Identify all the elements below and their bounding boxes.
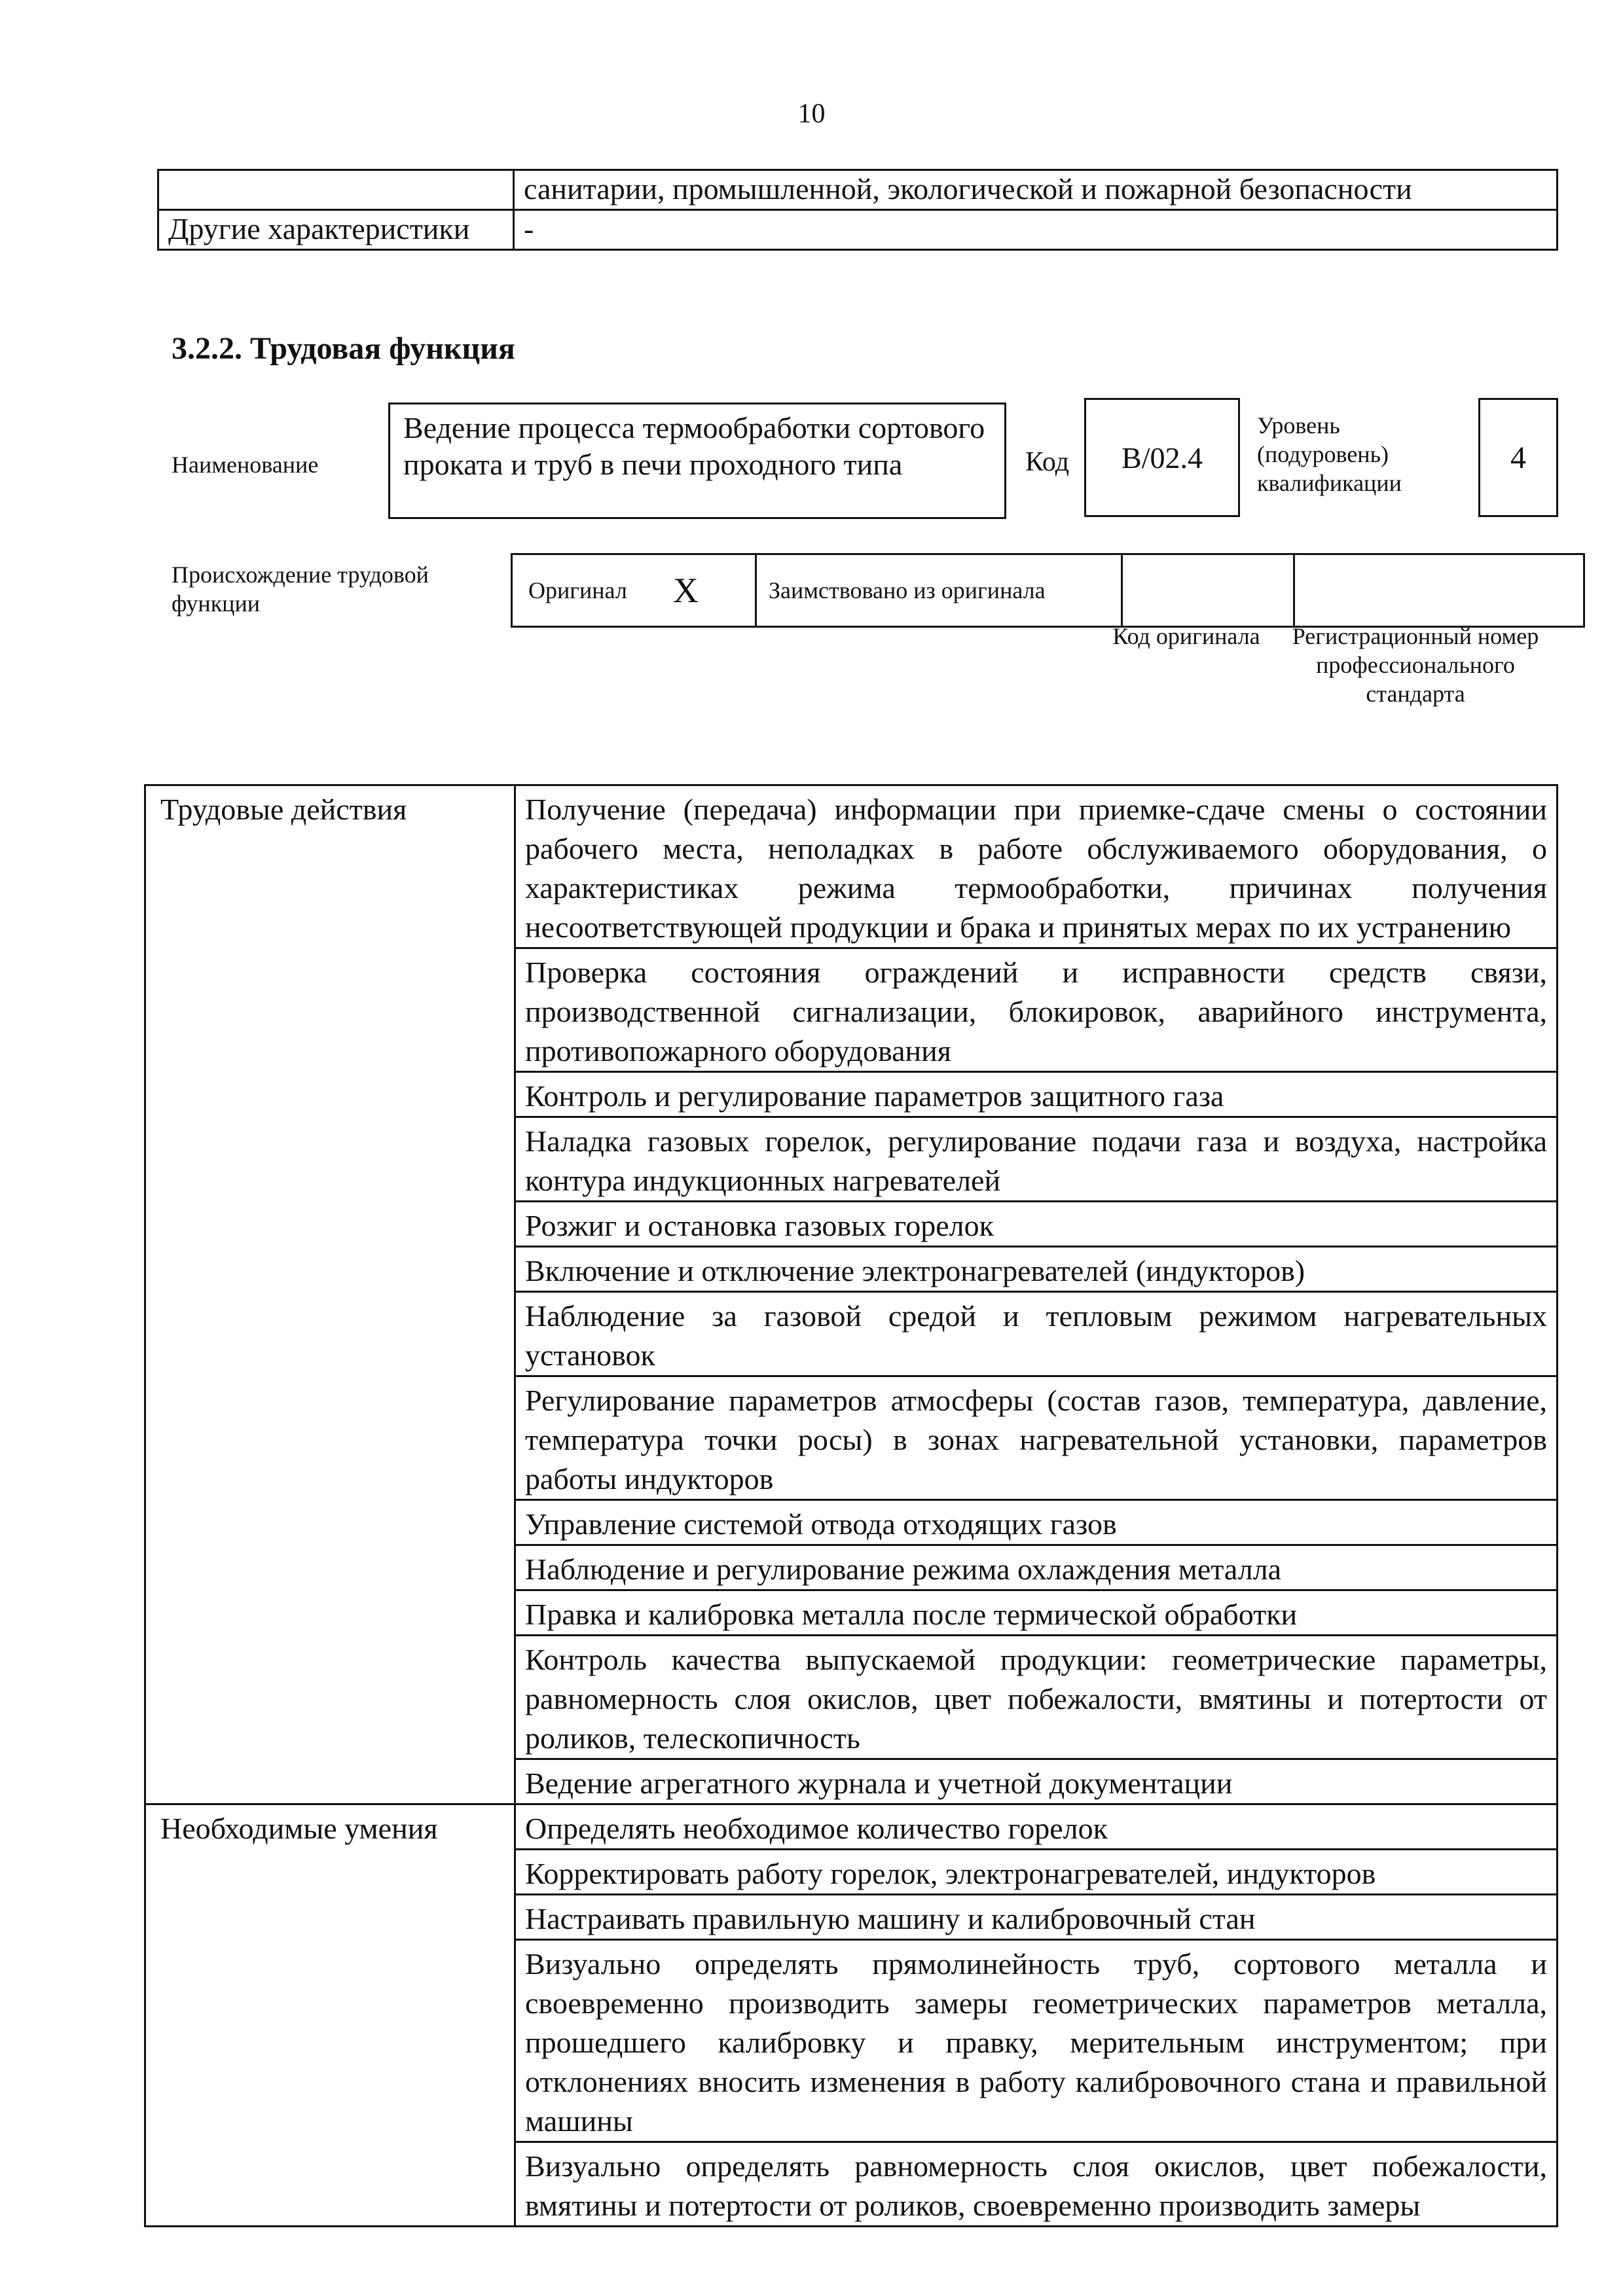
code-label: Код — [1025, 447, 1070, 477]
origin-table — [511, 553, 1585, 628]
table-row — [145, 1804, 1558, 1850]
continuation-table — [157, 169, 1558, 251]
function-name-box: Ведение процесса термообработки сортового проката и труб в печи проходного типа — [388, 403, 1006, 519]
name-label: Наименование — [172, 452, 319, 478]
description-cell: Получение (передача) информации при приемке-сдаче смены о состоянии рабочего места, неполадках в работе обслуживаемого оборудования, о характеристиках режима термообработки, причинах получения несоответствующей продукции и брака и принятых мерах по их устранению — [515, 785, 1558, 948]
origin-label: Происхождение трудовой функции — [172, 562, 429, 617]
table-cell-value: - — [514, 210, 1558, 250]
description-cell: Настраивать правильную машину и калибровочный стан — [515, 1895, 1558, 1940]
original-mark: X — [672, 571, 699, 610]
description-cell: Корректировать работу горелок, электронагревателей, индукторов — [515, 1850, 1558, 1895]
section-title: 3.2.2. Трудовая функция — [172, 331, 515, 366]
description-cell: Наладка газовых горелок, регулирование подачи газа и воздуха, настройка контура индукционных нагревателей — [515, 1117, 1558, 1202]
original-label: Оригинал — [528, 577, 627, 603]
registration-number-caption: Регистрационный номер профессионального стандарта — [1292, 623, 1539, 707]
category-cell: Необходимые умения — [145, 1804, 515, 2227]
table-cell-label: Другие характеристики — [158, 210, 514, 250]
category-cell: Трудовые действия — [145, 785, 515, 1804]
description-cell: Наблюдение за газовой средой и тепловым режимом нагревательных установок — [515, 1292, 1558, 1376]
table-row — [158, 170, 1558, 210]
table-row — [145, 785, 1558, 948]
description-cell: Ведение агрегатного журнала и учетной документации — [515, 1759, 1558, 1804]
borrowed-label: Заимствовано из оригинала — [756, 554, 1122, 627]
table-cell-label — [158, 170, 514, 210]
page-number: 10 — [797, 99, 826, 129]
table-row — [158, 210, 1558, 250]
original-cell — [512, 554, 756, 627]
table-row — [512, 554, 1584, 627]
code-original-caption: Код оригинала — [1112, 623, 1260, 649]
description-cell: Включение и отключение электронагревателей (индукторов) — [515, 1247, 1558, 1292]
description-cell: Проверка состояния ограждений и исправности средств связи, производственной сигнализации, блокировок, аварийного инструмента, противопожарного оборудования — [515, 948, 1558, 1072]
description-cell: Розжиг и остановка газовых горелок — [515, 1202, 1558, 1247]
description-cell: Управление системой отвода отходящих газов — [515, 1500, 1558, 1545]
level-label: Уровень (подуровень) квалификации — [1257, 412, 1402, 496]
original-code-cell — [1122, 554, 1294, 627]
function-details-table — [144, 784, 1558, 2227]
description-cell: Контроль и регулирование параметров защитного газа — [515, 1072, 1558, 1117]
description-cell: Правка и калибровка металла после термической обработки — [515, 1590, 1558, 1636]
registration-number-cell — [1294, 554, 1584, 627]
table-cell-value: санитарии, промышленной, экологической и пожарной безопасности — [514, 170, 1558, 210]
description-cell: Визуально определять равномерность слоя окислов, цвет побежалости, вмятины и потертости от роликов, своевременно производить замеры — [515, 2142, 1558, 2227]
code-value-box: B/02.4 — [1084, 398, 1240, 517]
description-cell: Визуально определять прямолинейность труб, сортового металла и своевременно производить замеры геометрических параметров металла, прошедшего калибровку и правку, мерительным инструментом; при отклонениях вносить изменения в работу калибровочного стана и правильной машины — [515, 1940, 1558, 2142]
description-cell: Регулирование параметров атмосферы (состав газов, температура, давление, температура точки росы) в зонах нагревательной установки, параметров работы индукторов — [515, 1376, 1558, 1500]
description-cell: Определять необходимое количество горелок — [515, 1804, 1558, 1850]
description-cell: Контроль качества выпускаемой продукции: геометрические параметры, равномерность слоя окислов, цвет побежалости, вмятины и потертости от роликов, телескопичность — [515, 1636, 1558, 1759]
description-cell: Наблюдение и регулирование режима охлаждения металла — [515, 1545, 1558, 1590]
level-value-box: 4 — [1478, 398, 1558, 517]
